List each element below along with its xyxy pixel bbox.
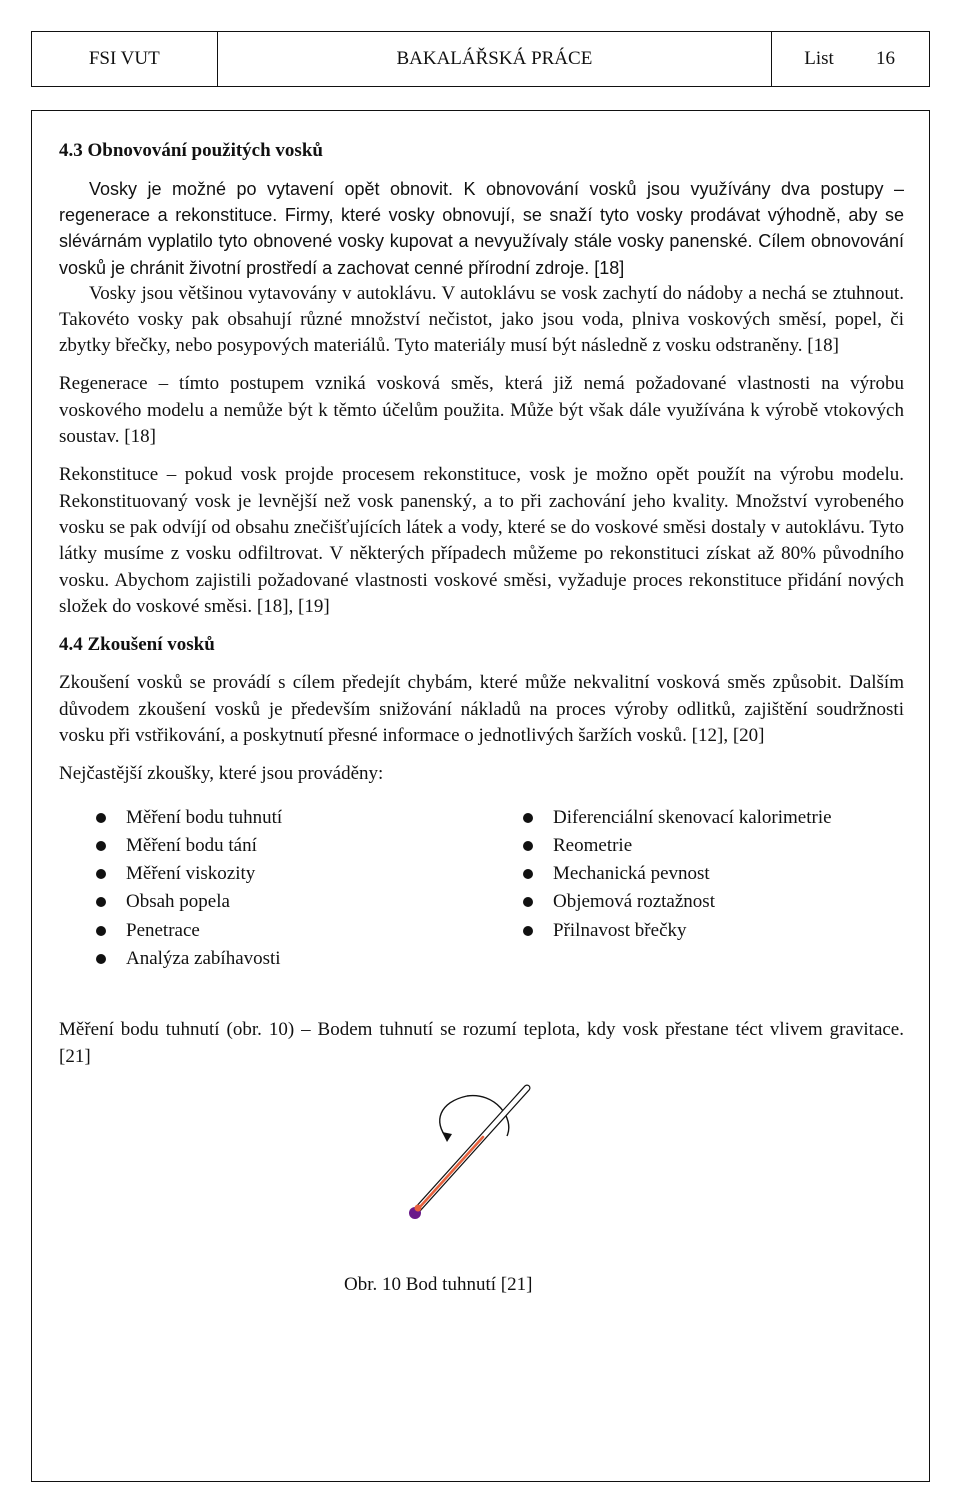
list-item: Přilnavost břečky <box>486 917 832 945</box>
section-44-heading: 4.4 Zkoušení vosků <box>59 634 215 656</box>
page-header <box>31 31 930 87</box>
rotation-arrow-icon <box>440 1096 467 1138</box>
list-item: Mechanická pevnost <box>486 860 832 888</box>
paragraph-solidification-point: Měření bodu tuhnutí (obr. 10) – Bodem tuhnutí se rozumí teplota, kdy vosk přestane téct vlivem gravitace. [21] <box>59 1019 904 1067</box>
list-item: Objemová roztažnost <box>486 888 832 916</box>
list-item: Měření bodu tuhnutí <box>59 804 486 832</box>
paragraph-autoclave: Vosky jsou většinou vytavovány v autoklávu. V autoklávu se vosk zachytí do nádoby a nechá se ztuhnout. Takovéto vosky pak obsahují různé množství nečistot, jako jsou voda, plniva voskových směsí, popel, či zbytky břečky, nebo posypových materiálů. Tyto materiály musí být následně z vosku odstraněny. [18] <box>59 282 904 357</box>
page-content <box>59 138 904 1298</box>
header-faculty: FSI VUT <box>32 32 218 86</box>
list-item: Obsah popela <box>59 888 486 916</box>
header-page-cell <box>772 32 929 86</box>
tests-lists <box>59 804 904 974</box>
section-43-heading: 4.3 Obnovování použitých vosků <box>59 140 323 161</box>
paragraph-wax-testing: Zkoušení vosků se provádí s cílem předejít chybám, které může nekvalitní vosková směs způsobit. Dalším důvodem zkoušení vosků je především snižování nákladů na proces výroby odlitků, zajištění soudržnosti vosku při vstřikování, a poskytnutí přesné informace o jednotlivých šaržích vosků. [12], [20] <box>59 672 904 746</box>
tests-list-left <box>59 804 486 974</box>
list-item: Analýza zabíhavosti <box>59 945 486 973</box>
list-item: Diferenciální skenovací kalorimetrie <box>486 804 832 832</box>
figure-caption: Obr. 10 Bod tuhnutí [21] <box>344 1273 533 1295</box>
tests-list-right <box>486 804 832 974</box>
list-item: Měření viskozity <box>59 860 486 888</box>
list-item: Penetrace <box>59 917 486 945</box>
arrow-head-icon <box>442 1132 452 1142</box>
header-page-number: 16 <box>876 48 896 69</box>
paragraph-tests-intro: Nejčastější zkoušky, které jsou prováděny: <box>59 763 384 785</box>
paragraph-reconstitution: Rekonstituce – pokud vosk projde procesem rekonstituce, vosk je možno opět použít na výrobu modelu. Rekonstituovaný vosk je levnější než vosk panenský, a to při zachování jeho kvality. Množství vyrobeného vosku se pak odvíjí od obsahu znečišťujících látek a vody, které se do voskové směsi dostaly v autoklávu. Tyto látky musíme z vosku odfiltrovat. V některých případech můžeme po rekonstituci získat až 80% původního vosku. Abychom zajistili požadované vlastnosti voskové směsi, vyžaduje proces rekonstituce přidání nových složek do voskové směsi. [18], [19] <box>59 464 904 617</box>
header-thesis-type: BAKALÁŘSKÁ PRÁCE <box>218 32 773 86</box>
figure-10 <box>59 1082 904 1272</box>
thermometer-icon <box>409 1088 527 1219</box>
paragraph-regeneration: Regenerace – tímto postupem vzniká vosková směs, která již nemá požadované vlastnosti na výrobu voskového modelu a nemůže být k těmto účelům použita. Může být však dále využívána k výrobě vtokových soustav. [18] <box>59 373 904 448</box>
paragraph-renewal-intro: Vosky je možné po vytavení opět obnovit. K obnovování vosků jsou využívány dva postupy – regenerace a rekonstituce. Firmy, které vosky obnovují, se snaží tyto vosky prodávat výhodně, aby se slévárnám vyplatilo tyto obnovené vosky kupovat a nevyužívaly stále vosky panenské. Cílem obnovování vosků je chránit životní prostředí a zachovat cenné přírodní zdroje. [18] <box>59 179 904 278</box>
thermometer-tilt-illustration <box>399 1082 539 1232</box>
header-list-label: List <box>804 48 834 69</box>
list-item: Reometrie <box>486 832 832 860</box>
list-item: Měření bodu tání <box>59 832 486 860</box>
section-43-intro <box>59 176 904 359</box>
